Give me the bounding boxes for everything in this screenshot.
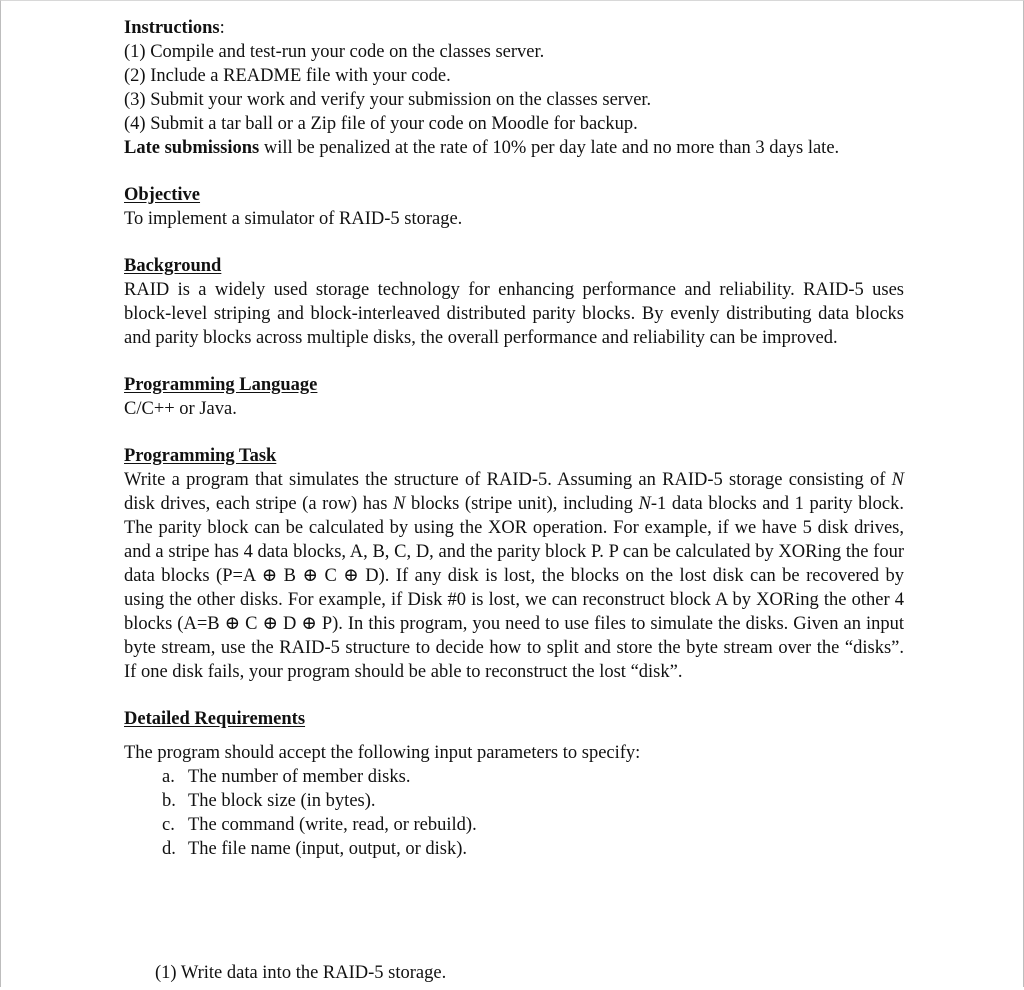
instructions-title-colon: : <box>219 18 225 38</box>
list-item <box>124 837 904 861</box>
task-var-n: N <box>891 470 904 490</box>
instruction-item: (2) Include a README file with your code. <box>124 66 451 86</box>
task-text-part: Write a program that simulates the structure of RAID-5. Assuming an RAID-5 storage consisting of <box>124 470 892 490</box>
requirements-intro: The program should accept the following input parameters to specify: <box>124 743 641 763</box>
task-var-n: N <box>393 494 406 514</box>
list-item-text: The number of member disks. <box>188 767 411 787</box>
instruction-item: (1) Compile and test-run your code on the classes server. <box>124 42 545 62</box>
list-marker: a. <box>162 767 175 787</box>
task-var-n: N <box>638 494 651 514</box>
list-item-text: The command (write, read, or rebuild). <box>188 815 477 835</box>
list-item-text: The block size (in bytes). <box>188 791 376 811</box>
cut-off-text: (1) Write data into the RAID-5 storage. <box>155 963 447 983</box>
list-marker: c. <box>162 815 175 835</box>
task-text-part: blocks (stripe unit), including <box>405 494 639 514</box>
task-text <box>124 468 904 684</box>
language-text: C/C++ or Java. <box>124 399 237 419</box>
background-text: RAID is a widely used storage technology for enhancing performance and reliability. RAID-5 uses block-level striping and block-interleaved distributed parity blocks. By evenly distributing data blocks and parity blocks across multiple disks, the overall performance and reliability can be improved. <box>124 280 904 348</box>
task-text-part: disk drives, each stripe (a row) has <box>124 494 394 514</box>
list-item <box>124 765 904 789</box>
objective-section <box>124 183 904 231</box>
list-item-text: The file name (input, output, or disk). <box>188 839 467 859</box>
list-item <box>124 789 904 813</box>
language-heading: Programming Language <box>124 375 318 395</box>
requirements-heading: Detailed Requirements <box>124 709 306 729</box>
task-text-part: -1 data blocks and 1 parity block. The parity block can be calculated by using the XOR operation. For example, if we have 5 disk drives, and a stripe has 4 data blocks, A, B, C, D, and the parity block P. P can be calculated by XORing the four data blocks (P=A ⊕ B ⊕ C ⊕ D). If any disk is lost, the blocks on the lost disk can be recovered by using the other disks. For example, if Disk #0 is lost, we can reconstruct block A by XORing the other 4 blocks (A=B ⊕ C ⊕ D ⊕ P). In this program, you need to use files to simulate the disks. Given an input byte stream, use the RAID-5 structure to decide how to split and store the byte stream over the “disks”. If one disk fails, your program should be able to reconstruct the lost “disk”. <box>124 494 905 682</box>
list-item <box>124 813 904 837</box>
requirements-section <box>124 707 904 861</box>
late-policy-label: Late submissions <box>124 138 260 158</box>
instructions-section <box>124 16 904 160</box>
background-section <box>124 254 904 350</box>
requirements-list <box>124 765 904 861</box>
objective-text: To implement a simulator of RAID-5 storage. <box>124 209 463 229</box>
late-policy <box>124 136 904 160</box>
cut-off-text-line <box>155 963 455 990</box>
document-body <box>124 16 904 861</box>
task-section <box>124 444 904 684</box>
instruction-item: (4) Submit a tar ball or a Zip file of your code on Moodle for backup. <box>124 114 638 134</box>
instruction-item: (3) Submit your work and verify your submission on the classes server. <box>124 90 652 110</box>
list-marker: d. <box>162 839 176 859</box>
language-section <box>124 373 904 421</box>
background-heading: Background <box>124 256 222 276</box>
instructions-title: Instructions <box>124 18 220 38</box>
list-marker: b. <box>162 791 176 811</box>
task-heading: Programming Task <box>124 446 277 466</box>
objective-heading: Objective <box>124 185 201 205</box>
late-policy-text: will be penalized at the rate of 10% per day late and no more than 3 days late. <box>259 138 840 158</box>
